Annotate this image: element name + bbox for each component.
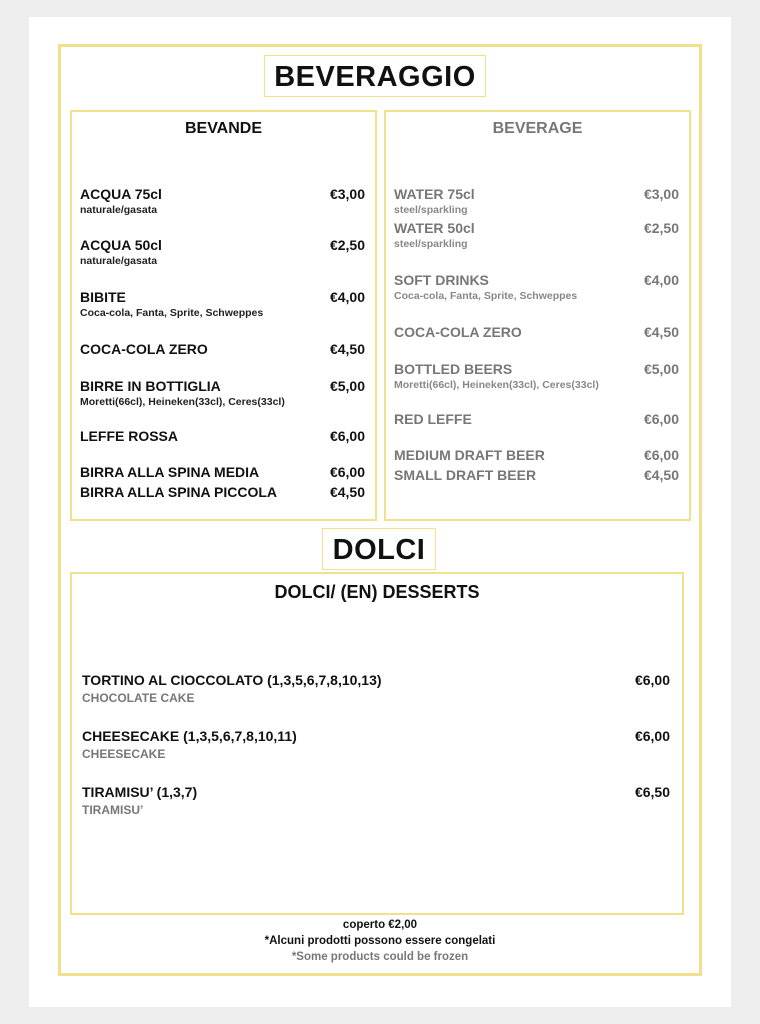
bevande-header: BEVANDE	[184, 120, 263, 137]
item-price: €3,00	[329, 186, 365, 202]
menu-item	[82, 784, 672, 817]
item-price: €4,50	[329, 484, 365, 500]
menu-item	[394, 361, 681, 391]
item-description: Moretti(66cl), Heineken(33cl), Ceres(33cl)	[80, 396, 285, 408]
item-price: €4,50	[643, 467, 679, 483]
item-price: €6,00	[329, 464, 365, 480]
item-name: BIBITE	[80, 289, 126, 305]
item-name: SMALL DRAFT BEER	[394, 467, 537, 483]
item-price: €4,50	[643, 324, 679, 340]
menu-item	[394, 411, 681, 427]
item-name: BIRRA ALLA SPINA PICCOLA	[80, 484, 278, 500]
frozen-notice-en: *Some products could be frozen	[291, 951, 469, 963]
item-description: steel/sparkling	[394, 238, 468, 250]
menu-item	[80, 237, 367, 267]
item-name: ACQUA 75cl	[80, 186, 162, 202]
menu-item	[394, 186, 681, 216]
item-description: CHEESECAKE	[82, 747, 166, 761]
bevande-panel	[70, 110, 377, 521]
item-price: €5,00	[329, 378, 365, 394]
menu-item	[80, 186, 367, 216]
item-name: SOFT DRINKS	[394, 272, 489, 288]
menu-item	[394, 272, 681, 302]
item-name: MEDIUM DRAFT BEER	[394, 447, 545, 463]
item-price: €2,50	[643, 220, 679, 236]
item-name: TORTINO AL CIOCCOLATO (1,3,5,6,7,8,10,13)	[82, 672, 382, 688]
menu-item	[80, 378, 367, 408]
item-price: €6,00	[634, 728, 670, 744]
item-name: CHEESECAKE (1,3,5,6,7,8,10,11)	[82, 728, 297, 744]
menu-item	[80, 464, 367, 480]
menu-item	[80, 428, 367, 444]
item-name: ACQUA 50cl	[80, 237, 162, 253]
item-name: COCA-COLA ZERO	[80, 341, 208, 357]
item-price: €4,00	[329, 289, 365, 305]
dolci-panel	[70, 572, 684, 915]
item-name: WATER 50cl	[394, 220, 475, 236]
item-name: COCA-COLA ZERO	[394, 324, 522, 340]
menu-item	[80, 484, 367, 500]
item-description: TIRAMISU’	[82, 803, 144, 817]
menu-item	[80, 341, 367, 357]
item-price: €6,00	[643, 447, 679, 463]
beverage-panel	[384, 110, 691, 521]
menu-item	[394, 220, 681, 250]
item-price: €5,00	[643, 361, 679, 377]
item-name: WATER 75cl	[394, 186, 475, 202]
menu-item	[394, 324, 681, 340]
item-description: naturale/gasata	[80, 204, 158, 216]
menu-item	[394, 447, 681, 463]
item-price: €4,00	[643, 272, 679, 288]
menu-item	[82, 728, 672, 761]
item-name: BOTTLED BEERS	[394, 361, 513, 377]
menu-item	[80, 289, 367, 319]
beverages-title: BEVERAGGIO	[264, 55, 486, 97]
menu-item	[394, 467, 681, 483]
item-price: €2,50	[329, 237, 365, 253]
item-name: RED LEFFE	[394, 411, 472, 427]
item-name: BIRRE IN BOTTIGLIA	[80, 378, 221, 394]
item-price: €6,00	[643, 411, 679, 427]
item-description: naturale/gasata	[80, 255, 158, 267]
item-description: Coca-cola, Fanta, Sprite, Schweppes	[394, 290, 578, 302]
item-price: €3,00	[643, 186, 679, 202]
cover-charge: coperto €2,00	[342, 919, 418, 931]
item-description: Moretti(66cl), Heineken(33cl), Ceres(33cl)	[394, 379, 599, 391]
item-name: BIRRA ALLA SPINA MEDIA	[80, 464, 260, 480]
item-description: Coca-cola, Fanta, Sprite, Schweppes	[80, 307, 264, 319]
item-description: CHOCOLATE CAKE	[82, 691, 195, 705]
item-name: LEFFE ROSSA	[80, 428, 179, 444]
dolci-header: DOLCI/ (EN) DESSERTS	[274, 582, 480, 602]
menu-item	[82, 672, 672, 705]
item-price: €6,50	[634, 784, 670, 800]
item-price: €4,50	[329, 341, 365, 357]
item-name: TIRAMISU’ (1,3,7)	[82, 784, 198, 800]
item-price: €6,00	[634, 672, 670, 688]
item-price: €6,00	[329, 428, 365, 444]
frozen-notice-it: *Alcuni prodotti possono essere congelati	[264, 935, 496, 947]
beverage-header: BEVERAGE	[492, 120, 583, 137]
item-description: steel/sparkling	[394, 204, 468, 216]
desserts-title: DOLCI	[322, 528, 436, 570]
